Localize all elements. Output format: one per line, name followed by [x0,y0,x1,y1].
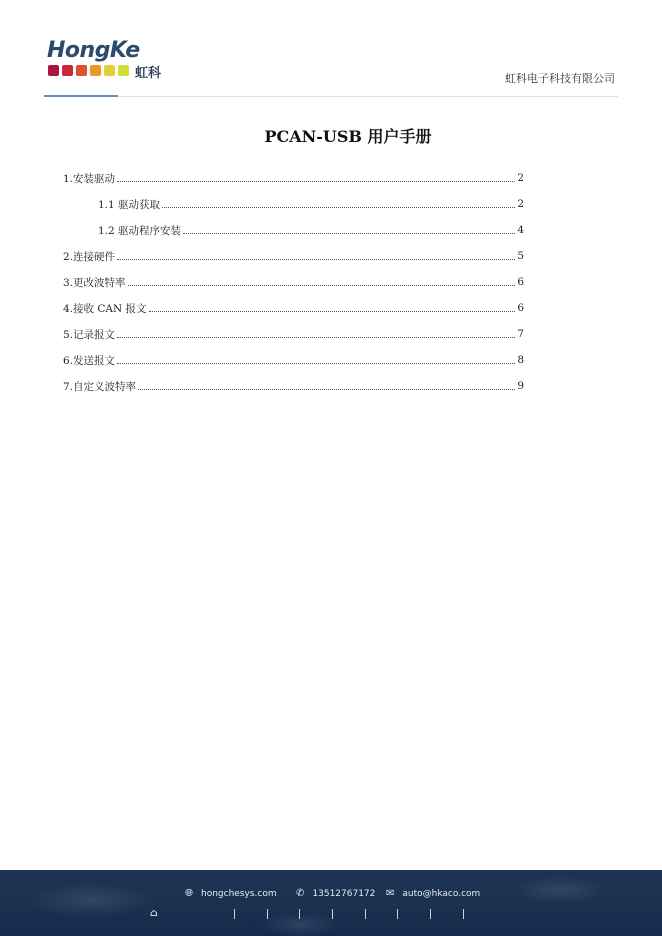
toc-entry-label: 4.接收 CAN 报文 [63,302,147,315]
toc-leader-dots [149,310,516,312]
logo-square [104,65,115,76]
logo-square [76,65,87,76]
footer-separator [299,909,300,919]
home-icon[interactable]: ⌂ [150,908,158,919]
toc-leader-dots [162,206,515,208]
toc-leader-dots [138,388,515,390]
toc-entry[interactable] [63,321,524,347]
footer-email[interactable] [386,888,480,899]
toc-leader-dots [117,180,515,182]
toc-entry-label: 2.连接硬件 [63,250,116,263]
phone-text: 13512767172 [312,888,376,899]
header-divider-accent [44,95,118,97]
footer-separator [430,909,431,919]
toc-leader-dots [117,258,515,260]
toc-entry-page: 2 [517,198,524,210]
toc-entry[interactable] [63,165,524,191]
toc-entry-label: 1.安装驱动 [63,172,116,185]
company-logo [47,38,177,82]
footer-separator [332,909,333,919]
mail-icon: ✉ [386,888,395,899]
footer-separator [463,909,464,919]
company-name: 虹科电子科技有限公司 [505,72,615,85]
footer-separator [365,909,366,919]
logo-square [62,65,73,76]
toc-entry-page: 8 [517,354,524,366]
toc-entry[interactable] [63,217,524,243]
toc-entry[interactable] [63,269,524,295]
toc-entry[interactable] [63,243,524,269]
footer-world-map-background [0,870,662,936]
email-text: auto@hkaco.com [402,888,481,899]
logo-color-squares [48,65,129,76]
document-title: PCAN-USB 用户手册 [264,127,432,146]
toc-entry-page: 5 [517,250,524,262]
toc-leader-dots [117,336,515,338]
logo-square [118,65,129,76]
globe-icon: 🌐︎ [185,888,193,899]
page-footer [0,870,662,936]
toc-entry-page: 7 [517,328,524,340]
logo-square [48,65,59,76]
logo-square [90,65,101,76]
footer-separator [267,909,268,919]
header-divider [44,96,618,97]
toc-entry-page: 2 [517,172,524,184]
footer-website[interactable] [185,888,277,899]
toc-entry-page: 6 [517,276,524,288]
toc-entry[interactable] [63,295,524,321]
toc-entry[interactable] [63,347,524,373]
table-of-contents [63,165,524,399]
footer-link-bar [0,908,662,922]
toc-entry-label: 1.2 驱动程序安装 [98,224,182,237]
toc-entry-label: 5.记录报文 [63,328,116,341]
toc-entry-label: 1.1 驱动获取 [98,198,161,211]
toc-entry-page: 4 [517,224,524,236]
toc-entry-label: 6.发送报文 [63,354,116,367]
footer-phone[interactable] [296,888,375,899]
phone-icon: ✆ [296,888,305,899]
toc-leader-dots [183,232,515,234]
toc-entry-page: 6 [517,302,524,314]
toc-entry-page: 9 [517,380,524,392]
logo-chinese-name: 虹科 [135,66,162,81]
logo-wordmark: HongKe [47,38,140,63]
toc-entry[interactable] [63,373,524,399]
toc-leader-dots [128,284,516,286]
website-text: hongchesys.com [201,888,277,899]
toc-entry-label: 3.更改波特率 [63,276,126,289]
footer-separator [397,909,398,919]
toc-entry-label: 7.自定义波特率 [63,380,137,393]
toc-entry[interactable] [63,191,524,217]
footer-separator [234,909,235,919]
toc-leader-dots [117,362,515,364]
